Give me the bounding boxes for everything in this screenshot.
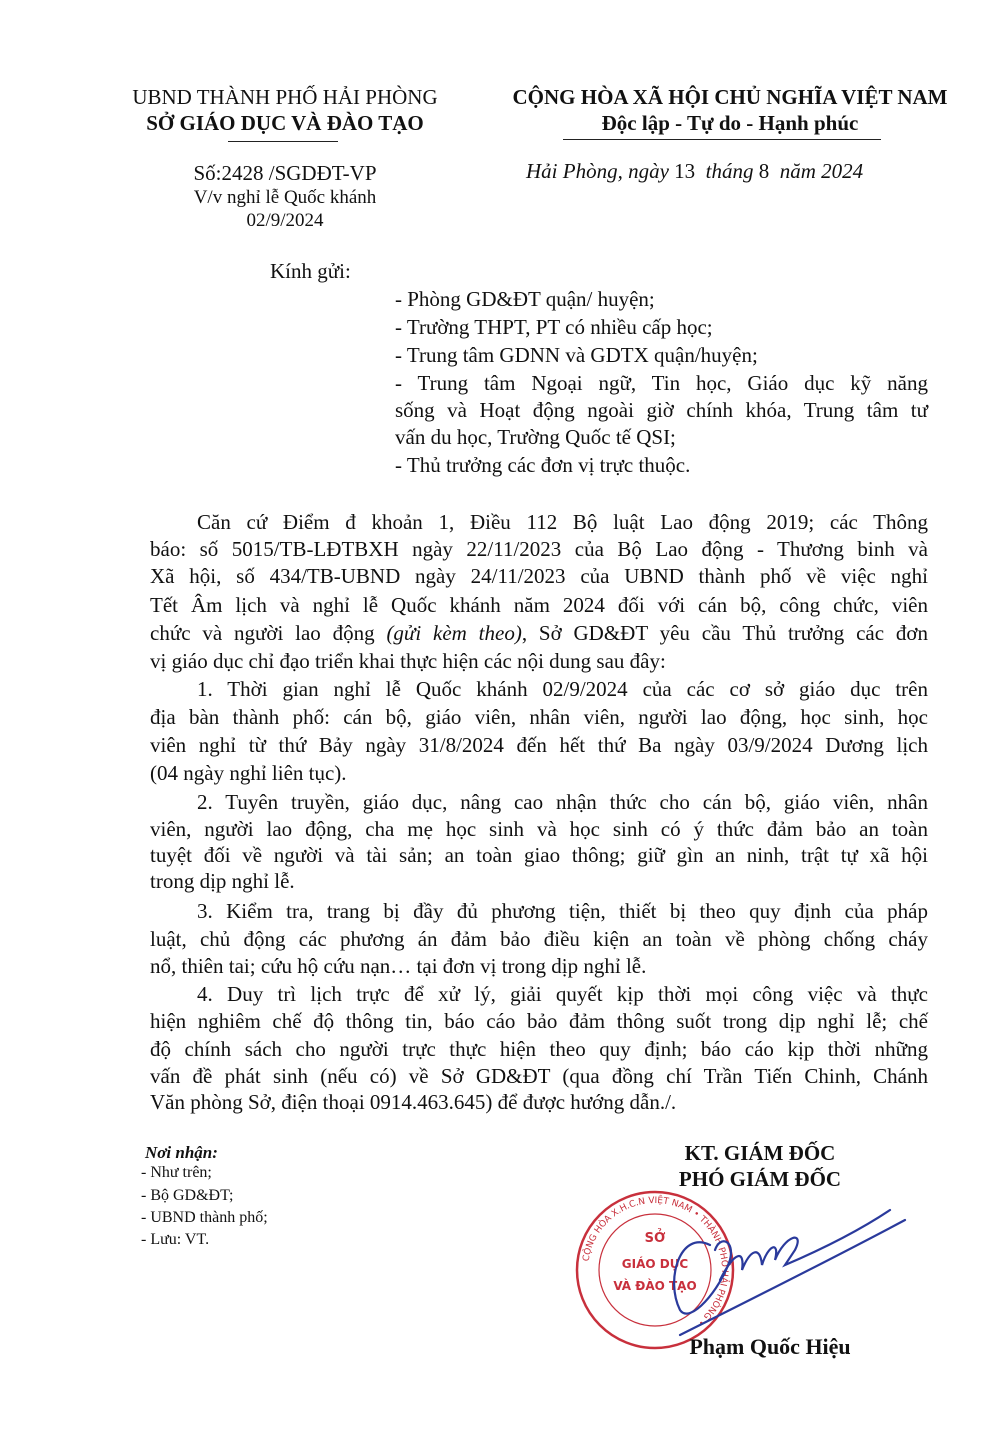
item-4-line: độ chính sách cho người trực thực hiện theo quy định; báo cáo kịp thời những	[150, 1037, 928, 1061]
item-1-line: địa bàn thành phố: cán bộ, giáo viên, nhân viên, người lao động, học sinh, học	[150, 705, 928, 729]
stamp-ring-text: CỘNG HÒA X.H.C.N VIỆT NAM • THÀNH PHỐ HẢI PHÒNG •	[581, 1195, 730, 1328]
signer-title-2: PHÓ GIÁM ĐỐC	[678, 1167, 842, 1191]
item-1-line: 1. Thời gian nghỉ lễ Quốc khánh 02/9/2024 của các cơ sở giáo dục trên	[197, 677, 928, 701]
document-number: Số:2428 /SGDĐT-VP	[193, 161, 377, 185]
recipient-line: - Trung tâm Ngoại ngữ, Tin học, Giáo dục kỹ năng	[395, 371, 928, 395]
recipients-label: Kính gửi:	[270, 259, 351, 283]
date-month: 8	[758, 159, 770, 183]
body-line: Tết Âm lịch và nghỉ lễ Quốc khánh năm 2024 đối với cán bộ, công chức, viên	[150, 593, 928, 617]
body-line: Căn cứ Điểm đ khoản 1, Điều 112 Bộ luật Lao động 2019; các Thông	[197, 510, 928, 534]
distribution-item: - Bộ GD&ĐT;	[141, 1187, 234, 1204]
date-day: 13	[674, 159, 696, 183]
body-line: báo: số 5015/TB-LĐTBXH ngày 22/11/2023 của Bộ Lao động - Thương binh và	[150, 537, 928, 561]
item-3-line: luật, chủ động các phương án đảm bảo điều kiện an toàn về phòng chống cháy	[150, 927, 928, 951]
distribution-item: - Lưu: VT.	[141, 1231, 210, 1248]
body-text: , Sở GD&ĐT yêu cầu Thủ trưởng các đơn	[521, 621, 929, 645]
national-title: CỘNG HÒA XÃ HỘI CHỦ NGHĨA VIỆT NAM	[512, 85, 948, 109]
official-stamp	[570, 1190, 930, 1350]
date-line	[526, 158, 863, 184]
recipient-line: - Thủ trưởng các đơn vị trực thuộc.	[395, 453, 691, 477]
item-2-line: tuyệt đối về người và tài sản; an toàn giao thông; giữ gìn an ninh, trật tự xã hội	[150, 843, 928, 867]
item-4-line: hiện nghiêm chế độ thông tin, báo cáo bảo đảm thông suốt trong dịp nghỉ lễ; chế	[150, 1009, 928, 1033]
subject-line-1: V/v nghỉ lễ Quốc khánh	[193, 187, 377, 208]
date-place: Hải Phòng, ngày	[526, 159, 669, 183]
date-month-label: tháng	[705, 159, 754, 183]
recipient-line: - Trường THPT, PT có nhiều cấp học;	[395, 315, 713, 339]
item-3-line: 3. Kiểm tra, trang bị đầy đủ phương tiện, thiết bị theo quy định của pháp	[197, 899, 928, 923]
agency-name: SỞ GIÁO DỤC VÀ ĐÀO TẠO	[146, 111, 424, 135]
date-year: năm 2024	[779, 159, 864, 183]
stamp-seal	[577, 1192, 733, 1348]
recipient-line: vấn du học, Trường Quốc tế QSI;	[395, 425, 676, 449]
stamp-text: VÀ ĐÀO TẠO	[613, 1279, 697, 1293]
header-divider-right	[563, 139, 881, 140]
national-motto: Độc lập - Tự do - Hạnh phúc	[601, 111, 859, 135]
item-2-line: 2. Tuyên truyền, giáo dục, nâng cao nhận thức cho cán bộ, giáo viên, nhân	[197, 790, 928, 814]
signer-name: Phạm Quốc Hiệu	[689, 1334, 851, 1359]
subject-line-2: 02/9/2024	[246, 210, 324, 231]
distribution-item: - UBND thành phố;	[141, 1209, 268, 1226]
body-line: vị giáo dục chỉ đạo triển khai thực hiện các nội dung sau đây:	[150, 649, 666, 673]
recipient-line: sống và Hoạt động ngoài giờ chính khóa, Trung tâm tư	[395, 398, 928, 422]
body-text: chức và người lao động	[150, 621, 387, 645]
item-3-line: nổ, thiên tai; cứu hộ cứu nạn… tại đơn vị trong dịp nghỉ lễ.	[150, 954, 647, 978]
stamp-text: SỞ	[644, 1231, 666, 1246]
body-text-italic: (gửi kèm theo)	[386, 621, 522, 645]
agency-parent: UBND THÀNH PHỐ HẢI PHÒNG	[132, 85, 438, 109]
body-line	[150, 620, 928, 646]
item-4-line: 4. Duy trì lịch trực để xử lý, giải quyết kịp thời mọi công việc và thực	[197, 982, 928, 1006]
item-2-line: viên, người lao động, cha mẹ học sinh và học sinh có ý thức đảm bảo an toàn	[150, 817, 928, 841]
signer-title-1: KT. GIÁM ĐỐC	[684, 1141, 836, 1165]
distribution-label: Nơi nhận:	[145, 1143, 218, 1162]
item-4-line: Văn phòng Sở, điện thoại 0914.463.645) để được hướng dẫn./.	[150, 1090, 677, 1114]
item-4-line: vấn đề phát sinh (nếu có) về Sở GD&ĐT (qua đồng chí Trần Tiến Chinh, Chánh	[150, 1064, 928, 1088]
header-divider-left	[228, 141, 338, 142]
recipient-line: - Trung tâm GDNN và GDTX quận/huyện;	[395, 343, 758, 367]
item-2-line: trong dịp nghỉ lễ.	[150, 869, 295, 893]
distribution-item: - Như trên;	[141, 1164, 212, 1181]
body-line: Xã hội, số 434/TB-UBND ngày 24/11/2023 của UBND thành phố về việc nghỉ	[150, 564, 928, 588]
recipient-line: - Phòng GD&ĐT quận/ huyện;	[395, 287, 655, 311]
item-1-line: viên nghỉ từ thứ Bảy ngày 31/8/2024 đến hết thứ Ba ngày 03/9/2024 Dương lịch	[150, 733, 928, 757]
item-1-line: (04 ngày nghỉ liên tục).	[150, 761, 347, 785]
stamp-text: GIÁO DỤC	[621, 1257, 689, 1271]
